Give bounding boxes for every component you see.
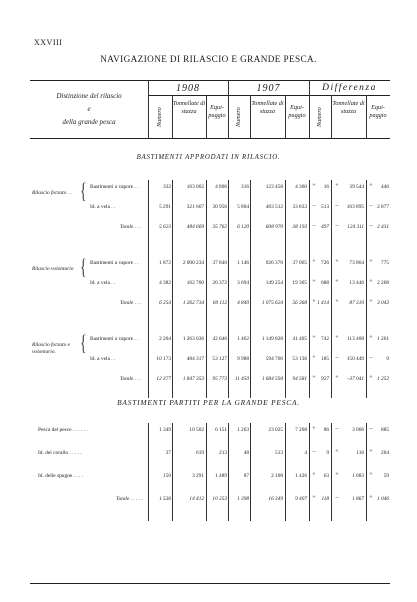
table-cell: 37 065 xyxy=(292,260,307,266)
total-row-label: Totale . . . xyxy=(120,300,142,306)
table-cell: 885 xyxy=(381,427,389,433)
table-cell: 513 xyxy=(275,450,283,456)
table-cell: 150 449 xyxy=(346,356,364,362)
table-cell: 124 311 xyxy=(347,224,364,230)
table-cell: 14 412 xyxy=(189,496,204,502)
col-divider xyxy=(366,180,367,398)
sign-cell: + xyxy=(369,472,373,478)
table-cell: 2 108 xyxy=(271,473,283,479)
table-cell: 6 254 xyxy=(159,300,171,306)
table-cell: 59 xyxy=(383,473,389,479)
table-cell: 42 646 xyxy=(212,336,227,342)
subhdr-tonnellate: Tonnellate di stazza xyxy=(172,100,206,115)
table-cell: 1 146 xyxy=(237,260,249,266)
col-divider xyxy=(285,180,286,398)
table-cell: 5 291 xyxy=(159,204,171,210)
table-cell: 53 136 xyxy=(292,356,307,362)
table-cell: 6 120 xyxy=(237,224,249,230)
table-cell: 162 700 xyxy=(186,280,204,286)
row-label: Id. del corallo . . . . . xyxy=(38,450,82,456)
brace-icon: { xyxy=(80,254,87,279)
table-cell: 23 025 xyxy=(268,427,283,433)
table-cell: 9 988 xyxy=(237,356,249,362)
table-cell: 185 xyxy=(321,356,329,362)
table-cell: 38 193 xyxy=(292,224,307,230)
table-cell: 16 349 xyxy=(268,496,283,502)
distinction-line-3: della grande pesca xyxy=(62,118,116,126)
table-cell: 726 xyxy=(321,260,329,266)
table-cell: 316 xyxy=(241,184,249,190)
table-cell: 7 268 xyxy=(295,427,307,433)
table-cell: 20 372 xyxy=(212,280,227,286)
table-cell: 3 066 xyxy=(352,427,364,433)
table-cell: 1 263 036 xyxy=(182,336,204,342)
table-header-bottom-rule xyxy=(30,138,390,139)
group-label: Rilascio forzato e volontario. xyxy=(32,342,71,355)
table-cell: 775 xyxy=(381,260,389,266)
col-divider xyxy=(172,180,173,398)
table-cell: 2 877 xyxy=(377,204,389,210)
distinction-line-2: e xyxy=(87,105,91,113)
sign-cell: + xyxy=(312,355,316,361)
table-cell: 2 204 xyxy=(159,336,171,342)
sign-cell: + xyxy=(369,375,373,381)
table-cell: 1 263 xyxy=(237,427,249,433)
table-cell: 12 377 xyxy=(156,376,171,382)
table-cell: 742 xyxy=(321,336,329,342)
table-cell: 1 262 734 xyxy=(182,300,204,306)
table-cell: 483 512 xyxy=(265,204,283,210)
table-cell: 594 766 xyxy=(265,356,283,362)
table-cell: 48 xyxy=(243,450,249,456)
table-cell: 149 254 xyxy=(265,280,283,286)
year-underline xyxy=(148,95,390,96)
table-cell: 163 002 xyxy=(186,184,204,190)
table-cell: 1 398 xyxy=(237,496,249,502)
subhdr-equipaggio: Equi-paggio xyxy=(208,104,226,119)
sign-cell: + xyxy=(369,449,373,455)
table-cell: 3 694 xyxy=(237,280,249,286)
row-label: Id. delle spugne . . . . xyxy=(38,473,84,479)
total-row-label: Totale . . . . . xyxy=(116,496,143,502)
sign-cell: + xyxy=(312,495,316,501)
table-cell: 118 xyxy=(321,496,329,502)
col-divider xyxy=(285,423,286,521)
subhdr-tonnellate: Tonnellate di stazza xyxy=(332,100,365,115)
table-cell: 163 895 xyxy=(346,204,364,210)
sign-cell: + xyxy=(312,259,316,265)
table-cell: 6 151 xyxy=(215,427,227,433)
table-cell: 1 847 353 xyxy=(182,376,204,382)
table-cell: 213 xyxy=(219,450,227,456)
sign-cell: – xyxy=(369,426,373,432)
sign-cell: – xyxy=(335,223,339,229)
section-title-rilascio: BASTIMENTI APPRODATI IN RILASCIO. xyxy=(136,154,281,161)
total-row-label: Totale . . . xyxy=(120,376,142,382)
table-cell: 4 360 xyxy=(295,184,307,190)
table-cell: 1 046 xyxy=(377,496,389,502)
table-cell: 150 xyxy=(163,473,171,479)
table-bottom-rule xyxy=(30,583,390,584)
row-label: Bastimenti a vapore . . xyxy=(90,260,139,266)
table-cell: 60 112 xyxy=(212,300,227,306)
group-label: Rilascio forzato . . xyxy=(32,190,72,196)
table-cell: 1 083 xyxy=(352,473,364,479)
table-cell: 39 544 xyxy=(349,184,364,190)
col-divider xyxy=(228,180,229,398)
row-label: Id. a vela . . xyxy=(90,356,116,362)
table-cell: 3 043 xyxy=(377,300,389,306)
table-cell: 87 310 xyxy=(349,300,364,306)
table-cell: 4 xyxy=(304,450,307,456)
sign-cell: – xyxy=(312,203,316,209)
table-cell: 95 773 xyxy=(212,376,227,382)
brace-icon: { xyxy=(80,330,87,355)
table-cell: 1 349 xyxy=(159,427,171,433)
sign-cell: + xyxy=(369,183,373,189)
table-cell: 53 127 xyxy=(212,356,227,362)
section-title-pesca: BASTIMENTI PARTITI PER LA GRANDE PESCA. xyxy=(117,398,300,407)
brace-icon: { xyxy=(80,178,87,203)
year-1907: 1907 xyxy=(256,83,281,94)
difference-header: Differenza xyxy=(322,83,377,93)
col-divider xyxy=(172,423,173,521)
row-label: Bastimenti a vapore . . xyxy=(90,184,139,190)
col-divider xyxy=(250,423,251,521)
table-cell: 1 536 xyxy=(159,496,171,502)
table-cell: 9 xyxy=(326,450,329,456)
sign-cell: – xyxy=(312,223,316,229)
page-title: NAVIGAZIONE DI RILASCIO E GRANDE PESCA. xyxy=(100,54,317,64)
col-divider xyxy=(366,423,367,521)
sign-cell: – xyxy=(335,355,339,361)
table-cell: 116 xyxy=(356,450,364,456)
table-cell: 513 xyxy=(321,204,329,210)
table-cell: 37 xyxy=(165,450,171,456)
table-cell: 113 408 xyxy=(346,336,364,342)
col-divider xyxy=(309,423,310,521)
sign-cell: – xyxy=(369,203,373,209)
table-cell: 63 xyxy=(323,473,329,479)
table-cell: 1 252 xyxy=(377,376,389,382)
col-divider xyxy=(206,180,207,398)
subhdr-equipaggio: Equi-paggio xyxy=(288,104,306,119)
col-divider xyxy=(331,180,332,398)
sign-cell: + xyxy=(335,335,339,341)
sign-cell: + xyxy=(312,183,316,189)
table-cell: 1 684 594 xyxy=(261,376,283,382)
table-cell: 13 446 xyxy=(349,280,364,286)
table-cell: 9 xyxy=(386,356,389,362)
sign-cell: + xyxy=(312,472,316,478)
table-cell: 2 000 234 xyxy=(182,260,204,266)
table-cell: 86 xyxy=(323,427,329,433)
page-number: XXVIII xyxy=(34,38,63,47)
table-cell: 1 426 xyxy=(295,473,307,479)
row-label: Bastimenti a vapore . . xyxy=(90,336,139,342)
sign-cell: + xyxy=(312,335,316,341)
table-cell: 1 075 624 xyxy=(261,300,283,306)
year-1908: 1908 xyxy=(176,83,200,94)
table-cell: –37 041 xyxy=(346,376,364,382)
subhdr-tonnellate: Tonnellate di stazza xyxy=(251,100,284,115)
table-cell: 1 489 xyxy=(215,473,227,479)
table-cell: 123 458 xyxy=(265,184,283,190)
sign-cell: – xyxy=(312,449,316,455)
distinction-line-1: Distinzione del rilascio xyxy=(56,92,122,100)
table-cell: 927 xyxy=(321,376,329,382)
table-cell: 204 xyxy=(381,450,389,456)
sign-cell: + xyxy=(369,279,373,285)
sign-cell: + xyxy=(312,426,316,432)
sign-cell: – xyxy=(369,223,373,229)
table-cell: 608 970 xyxy=(265,224,283,230)
sign-cell: + xyxy=(335,375,339,381)
table-cell: 5 804 xyxy=(237,204,249,210)
sign-cell: – xyxy=(369,355,373,361)
table-cell: 446 xyxy=(381,184,389,190)
table-cell: 688 xyxy=(321,280,329,286)
table-top-rule xyxy=(30,80,390,81)
table-cell: 56 368 xyxy=(292,300,307,306)
row-label: Pesca del pesce . . . . . . xyxy=(38,427,88,433)
table-cell: 5 623 xyxy=(159,224,171,230)
sign-cell: – xyxy=(335,203,339,209)
table-cell: 484 669 xyxy=(186,224,204,230)
row-label: Id. a vela . . xyxy=(90,280,116,286)
sign-cell: – xyxy=(335,495,339,501)
sign-cell: + xyxy=(312,299,316,305)
table-cell: 1 867 xyxy=(352,496,364,502)
sign-cell: + xyxy=(369,259,373,265)
table-cell: 926 370 xyxy=(265,260,283,266)
table-cell: 332 xyxy=(163,184,171,190)
table-cell: 94 581 xyxy=(292,376,307,382)
table-cell: 41 405 xyxy=(292,336,307,342)
col-divider xyxy=(250,180,251,398)
col-divider xyxy=(228,423,229,521)
group-label: Rilascio volontario xyxy=(32,266,74,272)
table-cell: 497 xyxy=(321,224,329,230)
table-cell: 16 xyxy=(323,184,329,190)
table-cell: 37 840 xyxy=(212,260,227,266)
col-divider xyxy=(206,423,207,521)
table-cell: 30 956 xyxy=(212,204,227,210)
table-cell: 321 667 xyxy=(186,204,204,210)
table-cell: 35 762 xyxy=(212,224,227,230)
subhdr-numero: Numero xyxy=(316,107,323,127)
col-divider xyxy=(148,423,149,521)
sign-cell: – xyxy=(335,426,339,432)
row-label: Id. a vela . . xyxy=(90,204,116,210)
col-divider xyxy=(331,423,332,521)
table-cell: 1 872 xyxy=(159,260,171,266)
table-cell: 10 173 xyxy=(156,356,171,362)
table-cell: 4 806 xyxy=(215,184,227,190)
table-cell: 484 317 xyxy=(186,356,204,362)
table-cell: 4 840 xyxy=(237,300,249,306)
distinction-header xyxy=(30,90,148,129)
table-cell: 1 149 828 xyxy=(261,336,283,342)
sign-cell: + xyxy=(369,335,373,341)
table-cell: 1 462 xyxy=(237,336,249,342)
subhdr-equipaggio: Equi-paggio xyxy=(369,104,387,119)
subhdr-numero: Numero xyxy=(235,107,242,127)
table-cell: 19 305 xyxy=(292,280,307,286)
table-cell: 33 833 xyxy=(292,204,307,210)
sign-cell: + xyxy=(335,472,339,478)
sign-cell: + xyxy=(335,279,339,285)
sign-cell: + xyxy=(335,183,339,189)
table-cell: 87 xyxy=(243,473,249,479)
table-cell: 2 431 xyxy=(377,224,389,230)
table-cell: 73 864 xyxy=(349,260,364,266)
sign-cell: + xyxy=(335,449,339,455)
table-cell: 11 450 xyxy=(234,376,249,382)
table-cell: 619 xyxy=(196,450,204,456)
sign-cell: + xyxy=(335,299,339,305)
sign-cell: + xyxy=(312,279,316,285)
sign-cell: + xyxy=(312,375,316,381)
table-cell: 3 291 xyxy=(192,473,204,479)
table-cell: 10 502 xyxy=(189,427,204,433)
table-cell: 1 261 xyxy=(377,336,389,342)
total-row-label: Totale . . . xyxy=(120,224,142,230)
sign-cell: + xyxy=(369,495,373,501)
col-divider xyxy=(309,180,310,398)
table-cell: 10 253 xyxy=(212,496,227,502)
table-cell: 9 407 xyxy=(295,496,307,502)
subhdr-numero: Numero xyxy=(156,107,163,127)
col-divider xyxy=(148,180,149,398)
sign-cell: + xyxy=(369,299,373,305)
table-cell: 1 414 xyxy=(317,300,329,306)
table-cell: 2 268 xyxy=(377,280,389,286)
sign-cell: + xyxy=(335,259,339,265)
table-cell: 4 382 xyxy=(159,280,171,286)
